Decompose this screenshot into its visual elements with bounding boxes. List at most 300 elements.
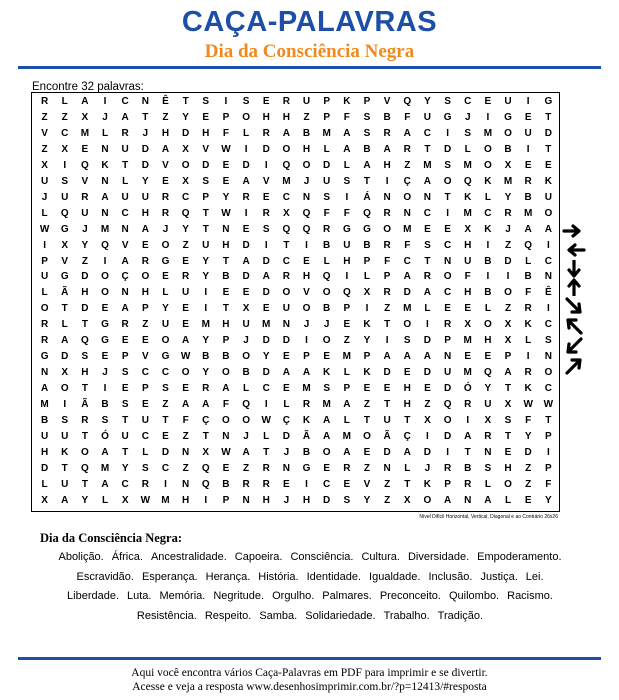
grid-cell[interactable]: Á bbox=[363, 191, 371, 203]
grid-cell[interactable]: C bbox=[141, 430, 149, 442]
grid-cell[interactable]: T bbox=[545, 143, 552, 155]
grid-cell[interactable]: D bbox=[383, 367, 391, 379]
grid-cell[interactable]: N bbox=[383, 462, 391, 474]
grid-cell[interactable]: Y bbox=[202, 271, 210, 283]
grid-cell[interactable]: R bbox=[383, 239, 391, 251]
grid-cell[interactable]: M bbox=[302, 383, 311, 395]
grid-cell[interactable]: D bbox=[242, 159, 250, 171]
grid-cell[interactable]: R bbox=[464, 399, 472, 411]
grid-cell[interactable]: O bbox=[322, 287, 331, 299]
grid-cell[interactable]: O bbox=[363, 430, 371, 442]
grid-cell[interactable]: G bbox=[363, 223, 371, 235]
grid-cell[interactable]: C bbox=[544, 319, 552, 331]
grid-cell[interactable]: C bbox=[182, 191, 190, 203]
grid-cell[interactable]: A bbox=[484, 494, 492, 506]
grid-cell[interactable]: D bbox=[504, 255, 512, 267]
grid-cell[interactable]: J bbox=[82, 223, 88, 235]
grid-cell[interactable]: M bbox=[403, 223, 412, 235]
grid-cell[interactable]: U bbox=[61, 478, 69, 490]
grid-cell[interactable]: O bbox=[443, 415, 452, 426]
grid-cell[interactable]: Q bbox=[201, 478, 210, 490]
grid-cell[interactable]: C bbox=[141, 367, 149, 379]
grid-cell[interactable]: Z bbox=[81, 255, 88, 267]
grid-cell[interactable]: C bbox=[282, 255, 290, 267]
grid-cell[interactable]: M bbox=[463, 335, 472, 347]
grid-cell[interactable]: M bbox=[322, 399, 331, 411]
grid-cell[interactable]: S bbox=[323, 191, 330, 203]
grid-cell[interactable]: H bbox=[222, 239, 230, 251]
grid-cell[interactable]: F bbox=[222, 399, 229, 411]
grid-cell[interactable]: B bbox=[242, 367, 250, 379]
grid-cell[interactable]: J bbox=[283, 494, 290, 506]
grid-cell[interactable]: Ç bbox=[121, 271, 129, 283]
grid-cell[interactable]: J bbox=[505, 223, 511, 235]
grid-cell[interactable]: T bbox=[504, 383, 512, 395]
grid-cell[interactable]: O bbox=[282, 143, 291, 155]
grid-cell[interactable]: R bbox=[81, 191, 89, 203]
grid-cell[interactable]: R bbox=[484, 430, 492, 442]
grid-cell[interactable]: K bbox=[363, 367, 371, 379]
grid-cell[interactable]: Z bbox=[61, 111, 68, 123]
grid-cell[interactable]: T bbox=[263, 446, 270, 458]
grid-cell[interactable]: R bbox=[262, 127, 270, 139]
grid-cell[interactable]: R bbox=[524, 367, 532, 379]
grid-cell[interactable]: U bbox=[282, 303, 290, 315]
grid-cell[interactable]: I bbox=[506, 271, 510, 283]
grid-cell[interactable]: J bbox=[424, 462, 431, 474]
grid-cell[interactable]: Ç bbox=[202, 415, 210, 426]
grid-cell[interactable]: N bbox=[242, 494, 250, 506]
grid-cell[interactable]: O bbox=[504, 287, 512, 299]
grid-cell[interactable]: M bbox=[463, 207, 472, 219]
grid-cell[interactable]: A bbox=[403, 127, 411, 139]
grid-cell[interactable]: V bbox=[363, 478, 371, 490]
grid-cell[interactable]: M bbox=[463, 159, 472, 171]
grid-cell[interactable]: E bbox=[363, 383, 371, 395]
grid-cell[interactable]: A bbox=[61, 335, 69, 347]
grid-cell[interactable]: B bbox=[302, 446, 311, 458]
grid-cell[interactable]: G bbox=[60, 223, 69, 235]
grid-cell[interactable]: T bbox=[81, 319, 88, 331]
grid-cell[interactable]: E bbox=[262, 303, 270, 315]
grid-cell[interactable]: H bbox=[302, 143, 311, 155]
grid-cell[interactable]: Ã bbox=[81, 399, 89, 411]
grid-cell[interactable]: N bbox=[443, 255, 452, 267]
grid-cell[interactable]: X bbox=[363, 287, 371, 299]
grid-cell[interactable]: E bbox=[383, 383, 391, 395]
grid-cell[interactable]: A bbox=[403, 271, 411, 283]
grid-cell[interactable]: V bbox=[61, 255, 69, 267]
grid-cell[interactable]: S bbox=[162, 383, 169, 395]
grid-cell[interactable]: X bbox=[202, 446, 210, 458]
grid-cell[interactable]: M bbox=[40, 399, 49, 411]
grid-cell[interactable]: H bbox=[40, 446, 49, 458]
grid-cell[interactable]: E bbox=[101, 303, 109, 315]
grid-cell[interactable]: P bbox=[383, 271, 391, 283]
grid-cell[interactable]: R bbox=[242, 478, 250, 490]
grid-cell[interactable]: N bbox=[182, 446, 190, 458]
grid-cell[interactable]: A bbox=[182, 335, 190, 347]
grid-cell[interactable]: L bbox=[363, 271, 371, 283]
grid-cell[interactable]: P bbox=[343, 303, 351, 315]
grid-cell[interactable]: E bbox=[222, 462, 230, 474]
grid-cell[interactable]: Ê bbox=[162, 96, 169, 107]
grid-cell[interactable]: H bbox=[403, 399, 411, 411]
grid-cell[interactable]: H bbox=[222, 319, 230, 331]
grid-cell[interactable]: Q bbox=[80, 335, 89, 347]
grid-cell[interactable]: A bbox=[343, 446, 351, 458]
grid-cell[interactable]: N bbox=[141, 96, 149, 107]
grid-cell[interactable]: A bbox=[323, 415, 331, 426]
grid-cell[interactable]: A bbox=[403, 446, 411, 458]
grid-cell[interactable]: L bbox=[41, 478, 48, 490]
grid-cell[interactable]: Z bbox=[384, 478, 391, 490]
grid-cell[interactable]: F bbox=[464, 271, 471, 283]
grid-cell[interactable]: E bbox=[121, 335, 129, 347]
grid-cell[interactable]: Q bbox=[302, 207, 311, 219]
grid-cell[interactable]: H bbox=[504, 462, 512, 474]
grid-cell[interactable]: J bbox=[323, 319, 330, 331]
grid-cell[interactable]: Z bbox=[404, 159, 411, 171]
grid-cell[interactable]: D bbox=[443, 430, 452, 442]
grid-cell[interactable]: H bbox=[403, 383, 411, 395]
grid-cell[interactable]: F bbox=[525, 287, 532, 299]
grid-cell[interactable]: R bbox=[121, 319, 129, 331]
grid-cell[interactable]: D bbox=[182, 127, 190, 139]
grid-cell[interactable]: Z bbox=[41, 111, 48, 123]
grid-cell[interactable]: I bbox=[43, 239, 46, 251]
grid-cell[interactable]: Q bbox=[302, 223, 311, 235]
grid-cell[interactable]: A bbox=[242, 446, 250, 458]
grid-cell[interactable]: R bbox=[443, 319, 452, 331]
grid-cell[interactable]: Q bbox=[524, 239, 533, 251]
grid-cell[interactable]: T bbox=[283, 239, 290, 251]
grid-cell[interactable]: F bbox=[404, 111, 411, 123]
grid-cell[interactable]: Ó bbox=[463, 383, 472, 395]
grid-cell[interactable]: F bbox=[525, 415, 532, 426]
grid-cell[interactable]: H bbox=[383, 159, 391, 171]
grid-cell[interactable]: Y bbox=[141, 175, 149, 187]
grid-cell[interactable]: I bbox=[103, 255, 107, 267]
grid-cell[interactable]: N bbox=[121, 223, 129, 235]
grid-cell[interactable]: O bbox=[222, 367, 230, 379]
grid-cell[interactable]: N bbox=[484, 446, 492, 458]
grid-cell[interactable]: E bbox=[524, 111, 532, 123]
grid-cell[interactable]: J bbox=[102, 367, 108, 379]
grid-cell[interactable]: A bbox=[524, 223, 532, 235]
grid-cell[interactable]: O bbox=[403, 191, 412, 203]
grid-cell[interactable]: L bbox=[122, 175, 129, 187]
grid-cell[interactable]: D bbox=[262, 287, 270, 299]
grid-cell[interactable]: F bbox=[182, 415, 189, 426]
grid-cell[interactable]: X bbox=[41, 494, 48, 506]
grid-cell[interactable]: L bbox=[484, 478, 491, 490]
grid-cell[interactable]: D bbox=[242, 271, 250, 283]
grid-cell[interactable]: X bbox=[61, 239, 69, 251]
grid-cell[interactable]: I bbox=[63, 399, 67, 411]
grid-cell[interactable]: V bbox=[202, 143, 210, 155]
grid-cell[interactable]: A bbox=[343, 127, 351, 139]
grid-cell[interactable]: E bbox=[283, 478, 290, 490]
grid-cell[interactable]: J bbox=[464, 111, 471, 123]
grid-cell[interactable]: S bbox=[464, 127, 472, 139]
grid-cell[interactable]: O bbox=[242, 351, 250, 363]
grid-cell[interactable]: S bbox=[363, 127, 371, 139]
grid-cell[interactable]: N bbox=[544, 351, 552, 363]
grid-cell[interactable]: Z bbox=[525, 462, 532, 474]
grid-cell[interactable]: T bbox=[61, 303, 68, 315]
grid-cell[interactable]: O bbox=[161, 335, 170, 347]
grid-cell[interactable]: S bbox=[81, 351, 89, 363]
grid-cell[interactable]: P bbox=[323, 96, 330, 107]
grid-cell[interactable]: A bbox=[262, 271, 270, 283]
grid-cell[interactable]: I bbox=[244, 143, 248, 155]
grid-cell[interactable]: Y bbox=[363, 335, 371, 347]
grid-cell[interactable]: L bbox=[484, 191, 491, 203]
grid-cell[interactable]: C bbox=[323, 478, 331, 490]
grid-cell[interactable]: D bbox=[61, 351, 69, 363]
grid-cell[interactable]: H bbox=[81, 367, 89, 379]
grid-cell[interactable]: I bbox=[264, 159, 268, 171]
grid-cell[interactable]: I bbox=[546, 303, 550, 315]
grid-cell[interactable]: R bbox=[423, 271, 432, 283]
grid-cell[interactable]: Z bbox=[363, 462, 371, 474]
grid-cell[interactable]: E bbox=[424, 223, 431, 235]
grid-cell[interactable]: Q bbox=[282, 159, 291, 171]
grid-cell[interactable]: M bbox=[262, 319, 271, 331]
grid-cell[interactable]: A bbox=[161, 143, 170, 155]
grid-cell[interactable]: Z bbox=[384, 303, 391, 315]
grid-cell[interactable]: M bbox=[342, 351, 351, 363]
grid-cell[interactable]: T bbox=[122, 415, 129, 426]
grid-cell[interactable]: C bbox=[484, 207, 492, 219]
grid-cell[interactable]: H bbox=[262, 111, 270, 123]
grid-cell[interactable]: P bbox=[343, 383, 351, 395]
grid-cell[interactable]: P bbox=[141, 303, 149, 315]
grid-cell[interactable]: I bbox=[204, 287, 208, 299]
grid-cell[interactable]: S bbox=[343, 494, 351, 506]
grid-cell[interactable]: Y bbox=[222, 191, 230, 203]
grid-cell[interactable]: H bbox=[81, 287, 89, 299]
grid-cell[interactable]: M bbox=[423, 159, 432, 171]
grid-cell[interactable]: R bbox=[161, 207, 170, 219]
grid-cell[interactable]: Z bbox=[343, 335, 350, 347]
grid-cell[interactable]: A bbox=[343, 399, 351, 411]
grid-cell[interactable]: E bbox=[544, 159, 552, 171]
grid-cell[interactable]: L bbox=[263, 430, 270, 442]
grid-cell[interactable]: E bbox=[283, 383, 290, 395]
grid-cell[interactable]: E bbox=[141, 335, 149, 347]
grid-cell[interactable]: F bbox=[323, 207, 330, 219]
grid-cell[interactable]: D bbox=[40, 462, 49, 474]
grid-cell[interactable]: Q bbox=[242, 399, 250, 411]
grid-cell[interactable]: R bbox=[81, 415, 89, 426]
grid-cell[interactable]: E bbox=[222, 159, 230, 171]
grid-cell[interactable]: Q bbox=[181, 207, 190, 219]
grid-cell[interactable]: Y bbox=[121, 462, 129, 474]
grid-cell[interactable]: E bbox=[283, 351, 290, 363]
grid-cell[interactable]: O bbox=[60, 383, 69, 395]
grid-cell[interactable]: A bbox=[464, 430, 472, 442]
grid-cell[interactable]: K bbox=[343, 96, 351, 107]
grid-cell[interactable]: I bbox=[345, 191, 349, 203]
grid-cell[interactable]: E bbox=[222, 175, 230, 187]
grid-cell[interactable]: M bbox=[403, 303, 412, 315]
grid-cell[interactable]: U bbox=[40, 175, 49, 187]
grid-cell[interactable]: X bbox=[283, 207, 290, 219]
grid-cell[interactable]: E bbox=[323, 462, 330, 474]
grid-cell[interactable]: R bbox=[383, 207, 391, 219]
grid-cell[interactable]: R bbox=[40, 319, 49, 331]
grid-cell[interactable]: L bbox=[343, 159, 350, 171]
grid-cell[interactable]: O bbox=[504, 127, 512, 139]
grid-cell[interactable]: U bbox=[141, 415, 149, 426]
grid-cell[interactable]: I bbox=[244, 207, 248, 219]
grid-cell[interactable]: U bbox=[524, 127, 532, 139]
grid-cell[interactable]: S bbox=[101, 415, 109, 426]
grid-cell[interactable]: I bbox=[446, 207, 449, 219]
grid-cell[interactable]: O bbox=[181, 159, 190, 171]
grid-cell[interactable]: P bbox=[323, 111, 330, 123]
grid-cell[interactable]: T bbox=[202, 223, 209, 235]
grid-cell[interactable]: R bbox=[282, 96, 290, 107]
grid-cell[interactable]: E bbox=[242, 287, 250, 299]
grid-cell[interactable]: H bbox=[343, 255, 351, 267]
grid-cell[interactable]: Q bbox=[342, 287, 351, 299]
grid-cell[interactable]: S bbox=[262, 223, 270, 235]
grid-cell[interactable]: C bbox=[161, 367, 170, 379]
grid-cell[interactable]: H bbox=[141, 287, 149, 299]
grid-cell[interactable]: P bbox=[544, 462, 552, 474]
grid-cell[interactable]: A bbox=[363, 159, 371, 171]
grid-cell[interactable]: B bbox=[484, 255, 492, 267]
grid-cell[interactable]: O bbox=[443, 271, 452, 283]
grid-cell[interactable]: U bbox=[121, 143, 129, 155]
grid-cell[interactable]: G bbox=[302, 462, 311, 474]
grid-cell[interactable]: T bbox=[122, 446, 129, 458]
grid-cell[interactable]: D bbox=[323, 494, 331, 506]
grid-cell[interactable]: A bbox=[443, 494, 452, 506]
grid-cell[interactable]: P bbox=[363, 96, 371, 107]
grid-cell[interactable]: B bbox=[101, 399, 109, 411]
grid-cell[interactable]: N bbox=[302, 191, 311, 203]
grid-cell[interactable]: M bbox=[322, 127, 331, 139]
grid-cell[interactable]: K bbox=[484, 223, 492, 235]
grid-cell[interactable]: L bbox=[283, 399, 290, 411]
grid-cell[interactable]: Z bbox=[424, 399, 431, 411]
grid-cell[interactable]: Q bbox=[403, 96, 412, 107]
grid-cell[interactable]: E bbox=[182, 303, 189, 315]
grid-cell[interactable]: D bbox=[323, 159, 331, 171]
grid-cell[interactable]: Ó bbox=[101, 430, 109, 442]
grid-cell[interactable]: O bbox=[181, 367, 190, 379]
grid-cell[interactable]: Z bbox=[142, 319, 149, 331]
grid-cell[interactable]: A bbox=[101, 446, 109, 458]
grid-cell[interactable]: I bbox=[385, 335, 389, 347]
grid-cell[interactable]: F bbox=[384, 255, 391, 267]
grid-cell[interactable]: L bbox=[484, 303, 491, 315]
grid-cell[interactable]: O bbox=[322, 335, 331, 347]
grid-cell[interactable]: A bbox=[423, 351, 432, 363]
grid-cell[interactable]: R bbox=[202, 383, 210, 395]
grid-cell[interactable]: Q bbox=[80, 159, 89, 171]
grid-cell[interactable]: D bbox=[161, 446, 170, 458]
grid-cell[interactable]: O bbox=[141, 271, 150, 283]
grid-cell[interactable]: J bbox=[142, 127, 149, 139]
grid-cell[interactable]: I bbox=[224, 96, 228, 107]
grid-cell[interactable]: B bbox=[363, 143, 371, 155]
grid-cell[interactable]: I bbox=[446, 127, 449, 139]
grid-cell[interactable]: Z bbox=[303, 111, 310, 123]
grid-cell[interactable]: J bbox=[102, 111, 108, 123]
grid-cell[interactable]: P bbox=[363, 351, 371, 363]
grid-cell[interactable]: Q bbox=[101, 239, 109, 251]
grid-cell[interactable]: H bbox=[464, 239, 472, 251]
grid-cell[interactable]: P bbox=[222, 111, 230, 123]
grid-cell[interactable]: C bbox=[443, 239, 452, 251]
grid-cell[interactable]: Q bbox=[443, 399, 452, 411]
grid-cell[interactable]: X bbox=[121, 494, 129, 506]
grid-cell[interactable]: A bbox=[61, 494, 69, 506]
grid-cell[interactable]: S bbox=[323, 383, 330, 395]
grid-cell[interactable]: E bbox=[202, 111, 210, 123]
grid-cell[interactable]: X bbox=[424, 415, 431, 426]
grid-cell[interactable]: Q bbox=[463, 175, 472, 187]
grid-cell[interactable]: E bbox=[303, 255, 310, 267]
grid-cell[interactable]: K bbox=[464, 191, 472, 203]
grid-cell[interactable]: N bbox=[101, 175, 109, 187]
grid-cell[interactable]: E bbox=[363, 446, 371, 458]
grid-cell[interactable]: L bbox=[424, 303, 431, 315]
grid-cell[interactable]: I bbox=[63, 159, 67, 171]
grid-cell[interactable]: V bbox=[121, 239, 129, 251]
grid-cell[interactable]: K bbox=[484, 175, 492, 187]
word-search-grid[interactable] bbox=[31, 92, 560, 512]
grid-cell[interactable]: C bbox=[544, 255, 552, 267]
grid-cell[interactable]: C bbox=[61, 127, 69, 139]
grid-cell[interactable]: U bbox=[40, 430, 49, 442]
grid-cell[interactable]: T bbox=[444, 191, 451, 203]
grid-cell[interactable]: L bbox=[243, 383, 250, 395]
grid-cell[interactable]: E bbox=[464, 303, 472, 315]
grid-cell[interactable]: O bbox=[40, 303, 49, 315]
grid-cell[interactable]: G bbox=[60, 271, 69, 283]
grid-cell[interactable]: P bbox=[202, 191, 210, 203]
grid-cell[interactable]: D bbox=[141, 143, 149, 155]
grid-cell[interactable]: Z bbox=[182, 239, 189, 251]
grid-cell[interactable]: B bbox=[504, 143, 512, 155]
grid-cell[interactable]: I bbox=[546, 446, 550, 458]
grid-cell[interactable]: I bbox=[103, 383, 107, 395]
grid-cell[interactable]: H bbox=[464, 287, 472, 299]
grid-cell[interactable]: D bbox=[262, 367, 270, 379]
grid-cell[interactable]: C bbox=[423, 207, 432, 219]
grid-cell[interactable]: U bbox=[121, 430, 129, 442]
grid-cell[interactable]: Z bbox=[182, 462, 189, 474]
grid-cell[interactable]: X bbox=[182, 175, 189, 187]
grid-cell[interactable]: I bbox=[526, 143, 530, 155]
grid-cell[interactable]: S bbox=[484, 462, 492, 474]
grid-cell[interactable]: N bbox=[282, 462, 290, 474]
grid-cell[interactable]: X bbox=[242, 303, 250, 315]
grid-cell[interactable]: X bbox=[182, 143, 189, 155]
grid-cell[interactable]: N bbox=[101, 143, 109, 155]
grid-cell[interactable]: M bbox=[524, 207, 533, 219]
grid-cell[interactable]: H bbox=[141, 207, 149, 219]
grid-cell[interactable]: O bbox=[101, 271, 109, 283]
grid-cell[interactable]: S bbox=[121, 399, 129, 411]
grid-cell[interactable]: O bbox=[483, 143, 492, 155]
